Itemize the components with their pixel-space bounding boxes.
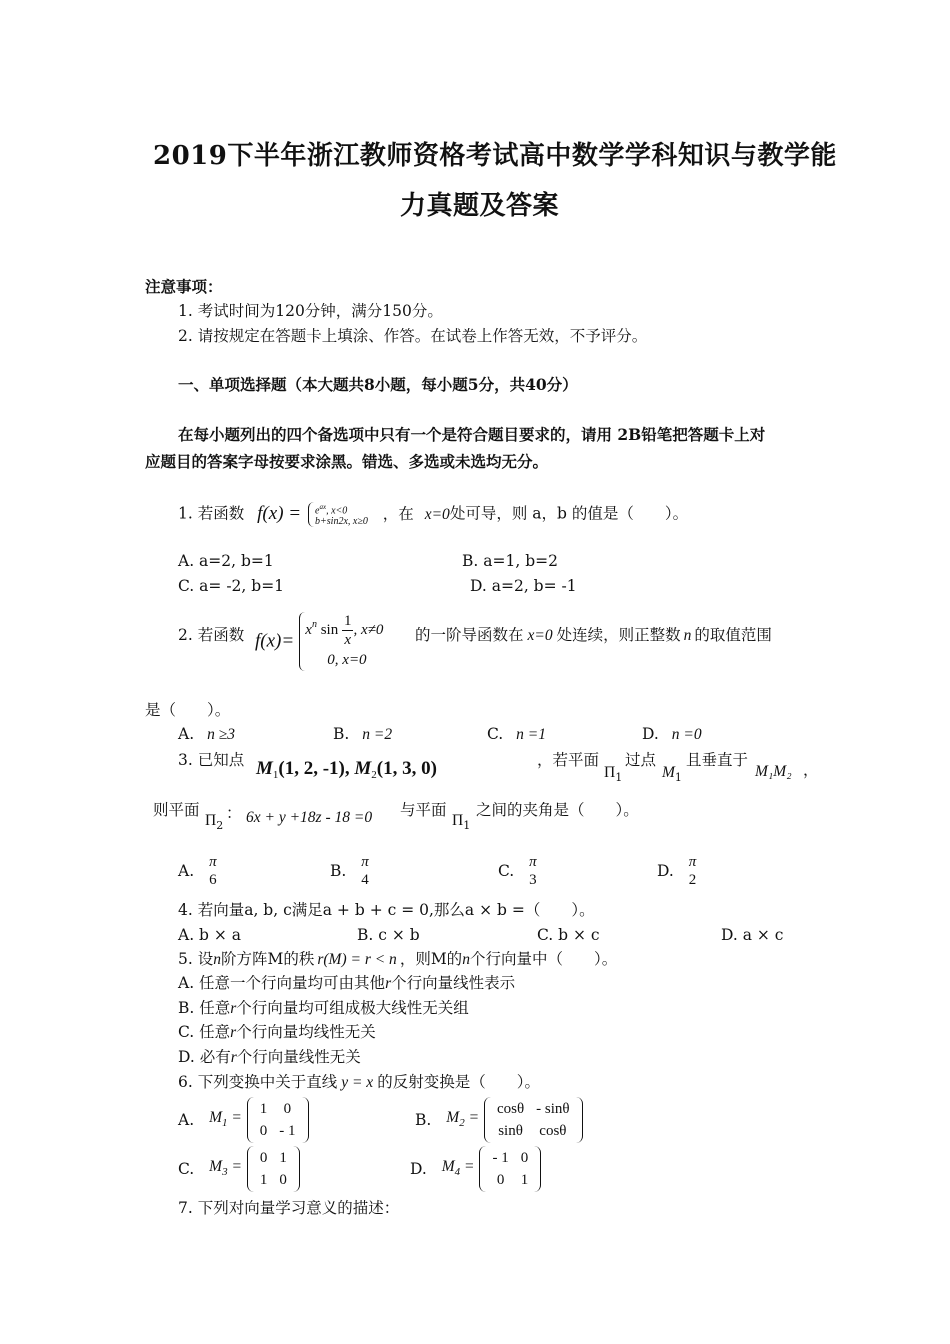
q5-option-b-pre: B. 任意 xyxy=(178,999,231,1017)
question-5-stem xyxy=(178,949,617,970)
q6-option-d-matrix xyxy=(479,1146,541,1192)
q5-option-d-post: 个行向量线性无关 xyxy=(236,1048,361,1066)
q2-option-c[interactable] xyxy=(487,724,546,745)
q3-pi1b xyxy=(452,810,470,836)
q3-segment: M₁M₂ xyxy=(755,763,792,780)
q2-option-c-expr: n =1 xyxy=(516,726,547,743)
q2-case-2: 0, x=0 xyxy=(327,652,367,668)
q5-option-a-pre: A. 任意一个行向量均可由其他 xyxy=(178,974,386,992)
matrix-cell: 0 xyxy=(520,1150,529,1166)
matrix-cell: - 1 xyxy=(279,1123,296,1139)
q1-case-1 xyxy=(315,502,368,516)
question-2-stem xyxy=(178,625,244,645)
question-4-stem: 4. 若向量a, b, c满足a + b + c = 0,那么a × b =（ ）。 xyxy=(178,901,595,919)
q6-option-d-m: M xyxy=(441,1157,455,1175)
q3-pi1 xyxy=(604,762,622,788)
q3-mid1: ，若平面 xyxy=(537,751,600,769)
q4-option-c[interactable]: C. b × c xyxy=(537,926,600,944)
q2-case-1-exp: n xyxy=(311,618,317,630)
q1-option-c[interactable]: C. a= -2, b=1 xyxy=(178,577,285,595)
q5-option-c-post: 个行向量均线性无关 xyxy=(236,1023,376,1041)
matrix-cell: cosθ xyxy=(539,1123,567,1139)
q6-option-d[interactable] xyxy=(410,1146,541,1192)
section-instruction-line2: 应题目的答案字母按要求涂黑。错选、多选或未选均无分。 xyxy=(145,452,549,471)
q2-tail: 的取值范围 xyxy=(694,626,772,644)
q6-line: y = x xyxy=(341,1074,374,1091)
q2-case-1 xyxy=(305,612,383,649)
q3-option-d-frac xyxy=(687,853,699,889)
q3-option-d[interactable] xyxy=(657,853,698,889)
q3-m2-sub: 2 xyxy=(371,769,377,781)
matrix-cell: 1 xyxy=(259,1172,268,1188)
matrix-cell: 0 xyxy=(259,1150,268,1166)
q5-option-c-pre: C. 任意 xyxy=(178,1023,231,1041)
q3-pi1b-symbol: Π xyxy=(452,812,464,829)
matrix-cell: - sinθ xyxy=(536,1101,570,1117)
matrix-cell: - 1 xyxy=(492,1150,509,1166)
q6-option-b-m: M xyxy=(446,1108,460,1126)
q6-option-c-m: M xyxy=(209,1157,223,1175)
q2-piecewise xyxy=(299,612,383,671)
q2-option-a-label: A. xyxy=(178,725,195,743)
q5-rank: r(M) = r < n xyxy=(317,951,397,968)
q3-pi1b-sub: 1 xyxy=(463,819,471,832)
q3-m2-coord: (1, 3, 0) xyxy=(376,758,437,779)
q3-option-a[interactable] xyxy=(178,853,219,889)
q3-option-a-label: A. xyxy=(178,862,195,880)
q6-option-b-sub: 2 xyxy=(459,1116,465,1129)
q6-option-b-name: $M_2$ = xyxy=(446,1108,480,1129)
q3-line2-mid: 与平面 xyxy=(400,801,447,819)
q1-option-b[interactable]: B. a=1, b=2 xyxy=(462,552,558,570)
q3-mp-symbol: M xyxy=(662,764,675,781)
matrix-cell: 0 xyxy=(496,1172,505,1188)
q2-option-b[interactable] xyxy=(333,724,392,745)
q5-option-c-r: r xyxy=(230,1024,237,1041)
q3-option-a-num: π xyxy=(209,854,217,870)
page-title-line2: 力真题及答案 xyxy=(400,191,560,221)
q3-option-a-den: 6 xyxy=(209,872,217,888)
q6-option-d-label: D. xyxy=(410,1160,427,1178)
q2-mid2: 处连续，则正整数 xyxy=(556,626,681,644)
q2-point: x=0 xyxy=(527,627,553,644)
q6-tail: 的反射变换是（ ）。 xyxy=(377,1073,540,1091)
q2-option-d[interactable] xyxy=(642,724,702,745)
q2-option-b-label: B. xyxy=(333,725,350,743)
q5-option-a-r: r xyxy=(385,975,392,992)
q1-option-a[interactable]: A. a=2, b=1 xyxy=(178,552,274,570)
q2-option-a[interactable] xyxy=(178,724,235,745)
q3-m1: M xyxy=(256,758,273,779)
q6-option-b-matrix xyxy=(484,1097,583,1143)
q1-case-1-exp: ax xyxy=(319,503,327,511)
q3-comma: ， xyxy=(803,761,819,779)
q3-pi2-sub: 2 xyxy=(216,819,224,832)
matrix-cell: 1 xyxy=(259,1101,268,1117)
q5-mid2: ，则M的 xyxy=(399,950,463,968)
q3-line2-tail: 之间的夹角是（ ）。 xyxy=(476,801,639,819)
q4-option-d[interactable]: D. a × c xyxy=(721,926,784,944)
q5-option-d-r: r xyxy=(230,1049,237,1066)
q1-mid: ，在 xyxy=(382,504,414,523)
q6-option-a-sub: 1 xyxy=(221,1116,228,1129)
q3-mp xyxy=(662,762,682,788)
q3-option-b-den: 4 xyxy=(361,872,369,888)
q5-option-b[interactable] xyxy=(178,998,469,1019)
q6-lead: 6. 下列变换中关于直线 xyxy=(178,1073,338,1091)
q6-option-a-label: A. xyxy=(178,1111,195,1129)
q1-function: f(x) = xyxy=(257,502,302,524)
q1-case-1-cond: , x<0 xyxy=(326,505,348,517)
q3-option-c-frac xyxy=(527,853,539,889)
q2-mid: 的一阶导函数在 xyxy=(415,626,524,644)
q3-line2-lead: 则平面 xyxy=(153,801,200,819)
q5-option-d-pre: D. 必有 xyxy=(178,1048,231,1066)
q3-option-c-num: π xyxy=(529,854,537,870)
question-6-stem xyxy=(178,1072,540,1093)
q3-m1-coord: (1, 2, -1) xyxy=(278,758,345,779)
q1-option-d[interactable]: D. a=2, b= -1 xyxy=(470,577,577,595)
notice-item-2: 2. 请按规定在答题卡上填涂、作答。在试卷上作答无效，不予评分。 xyxy=(178,327,648,345)
q6-option-c[interactable] xyxy=(178,1146,300,1192)
q6-option-b[interactable] xyxy=(415,1097,583,1143)
q3-option-b[interactable] xyxy=(330,853,371,889)
q1-case-2: b+sin2x, x≥0 xyxy=(315,516,368,528)
q3-option-a-frac xyxy=(207,853,219,889)
q3-pi1-sub: 1 xyxy=(615,771,623,784)
q2-case-1-x: x xyxy=(305,621,312,638)
q2-stem-mid xyxy=(415,625,772,646)
q1-point: x=0 xyxy=(424,505,450,523)
matrix-cell: cosθ xyxy=(496,1101,525,1117)
q3-option-c-den: 3 xyxy=(529,872,537,888)
q3-option-b-label: B. xyxy=(330,862,347,880)
q2-frac-num: 1 xyxy=(343,613,352,629)
q3-plane-equation: 6x + y +18z - 18 =0 xyxy=(246,809,373,826)
q2-option-d-label: D. xyxy=(642,725,659,743)
q3-sep: , xyxy=(344,758,350,779)
matrix-cell: sinθ xyxy=(498,1123,523,1139)
q3-option-c-label: C. xyxy=(498,862,515,880)
q6-option-a[interactable] xyxy=(178,1097,309,1143)
q3-pi1-symbol: Π xyxy=(604,764,616,781)
q2-option-c-label: C. xyxy=(487,725,504,743)
q2-option-a-expr: n ≥3 xyxy=(207,726,235,743)
q3-option-c[interactable] xyxy=(498,853,539,889)
matrix-cell: 0 xyxy=(279,1172,287,1188)
q2-n: n xyxy=(683,627,692,644)
q2-stem-cont: 是（ ）。 xyxy=(145,701,231,719)
q1-lead: 1. 若函数 xyxy=(178,504,245,523)
q3-option-d-num: π xyxy=(688,854,697,870)
q3-option-d-den: 2 xyxy=(688,872,697,888)
q5-option-a[interactable] xyxy=(178,973,515,994)
question-1-stem xyxy=(178,502,688,527)
q3-m1-sub: 1 xyxy=(272,769,279,781)
q6-option-d-sub: 4 xyxy=(454,1165,461,1178)
notice-item-1: 1. 考试时间为120分钟，满分150分。 xyxy=(178,302,443,320)
section-instruction-line1: 在每小题列出的四个备选项中只有一个是符合题目要求的，请用 2B铅笔把答题卡上对 xyxy=(178,425,766,444)
q6-option-a-matrix xyxy=(247,1097,309,1143)
question-7-stem: 7. 下列对向量学习意义的描述： xyxy=(178,1199,400,1217)
q3-option-b-frac xyxy=(359,853,371,889)
q6-option-a-name: $M_1$ = xyxy=(209,1108,242,1129)
q3-option-d-label: D. xyxy=(657,862,674,880)
q2-formula xyxy=(255,612,383,671)
question-3-stem-line1 xyxy=(178,750,244,770)
q2-case-1-sin: sin xyxy=(320,621,339,638)
notice-heading: 注意事项： xyxy=(145,277,223,296)
q5-lead: 5. 设 xyxy=(178,950,214,968)
matrix-cell: 1 xyxy=(520,1172,529,1188)
q6-option-c-name: $M_3$ = xyxy=(209,1157,242,1178)
q2-function: f(x)= xyxy=(255,630,295,652)
q1-case-1-base: e xyxy=(315,505,320,517)
q6-option-d-name: $M_4$ = xyxy=(441,1157,475,1178)
page-title-line1: 2019下半年浙江教师资格考试高中数学学科知识与教学能 xyxy=(153,141,837,171)
q3-lead: 3. 已知点 xyxy=(178,751,245,769)
q5-mid1: 阶方阵M的秩 xyxy=(220,950,315,968)
q6-option-c-label: C. xyxy=(178,1160,195,1178)
q1-piecewise xyxy=(308,502,368,527)
q3-stem-line1-tail xyxy=(537,750,599,770)
q5-option-b-post: 个行向量均可组成极大线性无关组 xyxy=(236,999,469,1017)
q6-option-a-m: M xyxy=(209,1108,222,1126)
matrix-cell: 1 xyxy=(279,1150,287,1166)
q3-pi2-symbol: Π xyxy=(205,812,217,829)
q2-option-b-expr: n =2 xyxy=(362,726,393,743)
q4-option-a[interactable]: A. b × a xyxy=(178,926,242,944)
q5-option-c[interactable] xyxy=(178,1022,376,1043)
q2-frac-den: x xyxy=(344,632,352,648)
q2-lead: 2. 若函数 xyxy=(178,626,245,644)
q3-points xyxy=(256,758,437,781)
q2-fraction xyxy=(342,612,354,649)
q5-n: n xyxy=(213,951,221,968)
q6-option-b-label: B. xyxy=(415,1111,432,1129)
q5-n2: n xyxy=(462,951,470,968)
q3-mp-sub: 1 xyxy=(674,771,682,784)
q2-case-1-cond: , x≠0 xyxy=(353,621,384,638)
q3-mid3: 且垂直于 xyxy=(686,751,749,769)
q3-m2: M xyxy=(354,758,372,779)
section-heading: 一、单项选择题（本大题共8小题，每小题5分，共40分） xyxy=(178,375,578,394)
q5-option-b-r: r xyxy=(230,1000,237,1017)
q2-option-d-expr: n =0 xyxy=(671,726,702,743)
q5-tail: 个行向量中（ ）。 xyxy=(469,950,618,968)
matrix-cell: 0 xyxy=(283,1101,292,1117)
q1-tail: 处可导，则 a，b 的值是（ ）。 xyxy=(449,504,689,523)
q4-option-b[interactable]: B. c × b xyxy=(357,926,420,944)
q3-mid2: 过点 xyxy=(625,751,657,769)
matrix-cell: 0 xyxy=(259,1123,268,1139)
q6-option-c-sub: 3 xyxy=(222,1165,228,1178)
q5-option-a-post: 个行向量线性表示 xyxy=(391,974,516,992)
q5-option-d[interactable] xyxy=(178,1047,361,1068)
q6-option-c-matrix xyxy=(247,1146,300,1192)
q3-colon: ： xyxy=(226,804,242,822)
q3-option-b-num: π xyxy=(361,854,369,870)
q3-pi2 xyxy=(205,810,223,836)
